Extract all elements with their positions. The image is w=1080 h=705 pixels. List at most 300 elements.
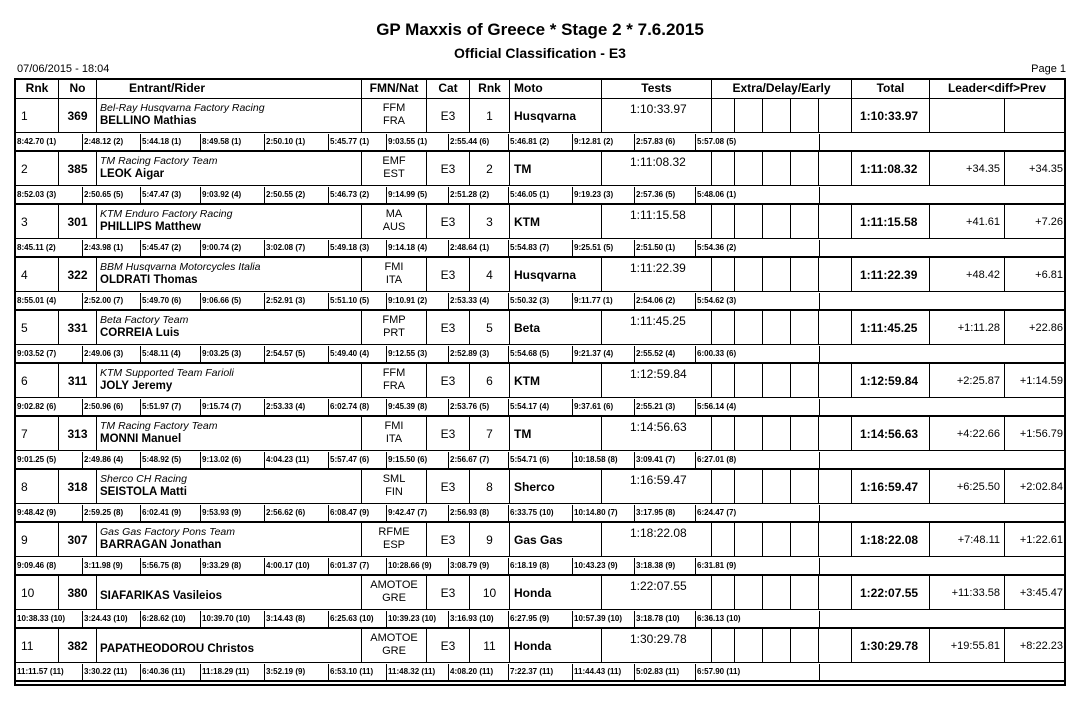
split-time: 9:12.81 (2) (572, 134, 634, 151)
entrant-cell (96, 152, 361, 186)
split-time: 3:18.38 (9) (634, 558, 695, 575)
header-moto: Moto (509, 80, 601, 99)
rider-name: PAPATHEODOROU Christos (100, 643, 254, 655)
split-time: 9:25.51 (5) (572, 240, 634, 257)
split-time: 6:01.37 (7) (328, 558, 386, 575)
extra-subcell (762, 258, 763, 292)
team-name: Sherco CH Racing (100, 473, 187, 485)
entrant-cell (96, 629, 361, 663)
category-cell: E3 (426, 576, 469, 610)
moto-cell: KTM (509, 364, 601, 398)
leader-diff: +48.42 (929, 258, 1004, 292)
split-time: 5:46.81 (2) (508, 134, 572, 151)
split-time: 6:02.74 (8) (328, 399, 386, 416)
split-times-row (16, 557, 1064, 576)
split-time: 2:52.89 (3) (448, 346, 508, 363)
class-rank-cell: 1 (469, 99, 509, 133)
nationality: PRT (383, 327, 405, 339)
split-time: 6:24.47 (7) (695, 505, 757, 522)
team-name: Beta Factory Team (100, 314, 189, 326)
extra-delay-cell (711, 311, 851, 345)
extra-subcell (734, 258, 735, 292)
nationality: FRA (383, 380, 405, 392)
leader-diff: +6:25.50 (929, 470, 1004, 504)
rider-name: SIAFARIKAS Vasileios (100, 590, 223, 602)
fmn-nat-cell (361, 523, 426, 557)
split-time: 7:22.37 (11) (508, 664, 572, 681)
split-times-row (16, 663, 1064, 682)
split-time: 5:02.83 (11) (634, 664, 695, 681)
split-time: 10:39.23 (10) (386, 611, 448, 628)
class-rank-cell: 4 (469, 258, 509, 292)
extra-subcell (790, 417, 791, 451)
split-times-row (16, 610, 1064, 629)
tests-time: 1:11:15.58 (601, 205, 711, 239)
extra-subcell (762, 311, 763, 345)
split-time: 2:56.62 (6) (264, 505, 328, 522)
split-time: 9:11.77 (1) (572, 293, 634, 310)
split-end-rule (819, 664, 820, 681)
table-row (16, 152, 1064, 186)
classification-table (14, 78, 1066, 686)
team-name: Gas Gas Factory Pons Team (100, 526, 235, 538)
extra-delay-cell (711, 470, 851, 504)
split-time: 11:44.43 (11) (572, 664, 634, 681)
extra-subcell (734, 311, 735, 345)
split-time: 2:55.21 (3) (634, 399, 695, 416)
header-no: No (58, 80, 96, 99)
extra-subcell (818, 576, 819, 610)
rank-cell: 7 (21, 427, 28, 441)
total-time: 1:11:22.39 (851, 258, 929, 292)
header-cat: Cat (426, 80, 469, 99)
extra-subcell (762, 417, 763, 451)
extra-subcell (734, 364, 735, 398)
split-time: 9:09.46 (8) (17, 561, 57, 570)
total-time: 1:30:29.78 (851, 629, 929, 663)
extra-subcell (818, 258, 819, 292)
nationality: FRA (383, 115, 405, 127)
class-rank-cell: 6 (469, 364, 509, 398)
rank-cell: 10 (21, 586, 35, 600)
split-time: 5:45.47 (2) (140, 240, 200, 257)
fmn-code: RFME (378, 526, 410, 538)
extra-delay-cell (711, 99, 851, 133)
split-time: 6:27.01 (8) (695, 452, 757, 469)
leader-diff: +4:22.66 (929, 417, 1004, 451)
split-time: 3:18.78 (10) (634, 611, 695, 628)
class-rank-cell: 7 (469, 417, 509, 451)
split-time: 9:15.50 (6) (386, 452, 448, 469)
split-time: 10:39.70 (10) (200, 611, 264, 628)
split-times-row (16, 398, 1064, 417)
split-time: 5:47.47 (3) (140, 187, 200, 204)
table-row (16, 99, 1064, 133)
split-time: 6:27.95 (9) (508, 611, 572, 628)
split-time: 8:42.70 (1) (17, 137, 57, 146)
rider-name: LEOK Aigar (100, 168, 165, 180)
bib-number: 369 (58, 99, 96, 133)
split-time: 6:33.75 (10) (508, 505, 572, 522)
extra-subcell (790, 205, 791, 239)
nationality: FIN (385, 486, 403, 498)
split-time: 2:50.96 (6) (82, 399, 140, 416)
extra-delay-cell (711, 629, 851, 663)
rank-cell: 4 (21, 268, 28, 282)
tests-time: 1:11:22.39 (601, 258, 711, 292)
extra-subcell (818, 152, 819, 186)
split-time: 5:48.92 (5) (140, 452, 200, 469)
split-end-rule (819, 452, 820, 469)
prev-diff: +3:45.47 (1004, 576, 1064, 610)
split-time: 6:02.41 (9) (140, 505, 200, 522)
rider-name: CORREIA Luis (100, 327, 180, 339)
extra-subcell (734, 523, 735, 557)
extra-subcell (790, 629, 791, 663)
total-time: 1:11:45.25 (851, 311, 929, 345)
split-time: 9:33.29 (8) (200, 558, 264, 575)
entrant-cell (96, 99, 361, 133)
fmn-code: FMP (382, 314, 406, 326)
leader-diff: +1:11.28 (929, 311, 1004, 345)
entrant-cell (96, 417, 361, 451)
split-time: 2:52.91 (3) (264, 293, 328, 310)
split-time: 6:31.81 (9) (695, 558, 757, 575)
leader-diff: +7:48.11 (929, 523, 1004, 557)
split-time: 5:48.06 (1) (695, 187, 757, 204)
split-time: 5:57.08 (5) (695, 134, 757, 151)
tests-time: 1:11:08.32 (601, 152, 711, 186)
extra-subcell (734, 152, 735, 186)
total-time: 1:14:56.63 (851, 417, 929, 451)
leader-diff: +11:33.58 (929, 576, 1004, 610)
split-time: 2:52.00 (7) (82, 293, 140, 310)
extra-subcell (734, 205, 735, 239)
split-time: 2:54.06 (2) (634, 293, 695, 310)
extra-delay-cell (711, 258, 851, 292)
split-times-row (16, 451, 1064, 470)
moto-cell: TM (509, 417, 601, 451)
extra-delay-cell (711, 417, 851, 451)
bib-number: 318 (58, 470, 96, 504)
tests-time: 1:18:22.08 (601, 523, 711, 557)
split-time: 9:03.55 (1) (386, 134, 448, 151)
split-time: 5:50.32 (3) (508, 293, 572, 310)
split-time: 9:10.91 (2) (386, 293, 448, 310)
split-time: 10:28.66 (9) (386, 558, 448, 575)
class-rank-cell: 3 (469, 205, 509, 239)
split-end-rule (819, 293, 820, 310)
extra-delay-cell (711, 576, 851, 610)
split-time: 2:49.86 (4) (82, 452, 140, 469)
split-time: 9:02.82 (6) (17, 402, 57, 411)
table-row (16, 258, 1064, 292)
category-cell: E3 (426, 311, 469, 345)
team-name: KTM Enduro Factory Racing (100, 208, 233, 220)
leader-diff: +19:55.81 (929, 629, 1004, 663)
split-time: 6:00.33 (6) (695, 346, 757, 363)
nationality: ITA (385, 274, 403, 286)
split-time: 2:50.10 (1) (264, 134, 328, 151)
extra-subcell (790, 152, 791, 186)
extra-subcell (818, 99, 819, 133)
split-time: 10:14.80 (7) (572, 505, 634, 522)
split-time: 10:43.23 (9) (572, 558, 634, 575)
entrant-cell (96, 311, 361, 345)
tests-time: 1:22:07.55 (601, 576, 711, 610)
fmn-nat-cell (361, 576, 426, 610)
extra-subcell (762, 364, 763, 398)
split-time: 11:48.32 (11) (386, 664, 448, 681)
split-time: 5:44.18 (1) (140, 134, 200, 151)
fmn-code: FMI (384, 261, 404, 273)
rider-name: BARRAGAN Jonathan (100, 539, 222, 551)
split-time: 8:49.58 (1) (200, 134, 264, 151)
extra-subcell (790, 523, 791, 557)
team-name: KTM Supported Team Farioli (100, 367, 234, 379)
split-time: 5:57.47 (6) (328, 452, 386, 469)
team-name: TM Racing Factory Team (100, 155, 218, 167)
split-end-rule (819, 558, 820, 575)
bib-number: 385 (58, 152, 96, 186)
bib-number: 322 (58, 258, 96, 292)
tests-time: 1:10:33.97 (601, 99, 711, 133)
split-time: 5:54.83 (7) (508, 240, 572, 257)
split-time: 9:37.61 (6) (572, 399, 634, 416)
prev-diff: +1:56.79 (1004, 417, 1064, 451)
fmn-nat-cell (361, 152, 426, 186)
extra-subcell (818, 523, 819, 557)
split-time: 9:03.92 (4) (200, 187, 264, 204)
fmn-nat-cell (361, 258, 426, 292)
table-row (16, 629, 1064, 663)
split-time: 5:45.77 (1) (328, 134, 386, 151)
table-header-row (16, 80, 1064, 99)
rider-name: JOLY Jeremy (100, 380, 173, 392)
split-time: 5:56.75 (8) (140, 558, 200, 575)
split-end-rule (819, 240, 820, 257)
split-time: 5:54.17 (4) (508, 399, 572, 416)
page-title: GP Maxxis of Greece * Stage 2 * 7.6.2015 (376, 20, 704, 39)
split-time: 9:13.02 (6) (200, 452, 264, 469)
category-cell: E3 (426, 629, 469, 663)
page-number: Page 1 (1031, 63, 1066, 75)
split-time: 10:18.58 (8) (572, 452, 634, 469)
extra-subcell (762, 523, 763, 557)
header-total: Total (851, 80, 929, 99)
split-time: 5:49.40 (4) (328, 346, 386, 363)
extra-subcell (790, 258, 791, 292)
moto-cell: Honda (509, 576, 601, 610)
extra-subcell (762, 470, 763, 504)
prev-diff: +6.81 (1004, 258, 1064, 292)
split-time: 9:06.66 (5) (200, 293, 264, 310)
nationality: AUS (382, 221, 406, 233)
category-cell: E3 (426, 152, 469, 186)
class-rank-cell: 11 (469, 629, 509, 663)
fmn-nat-cell (361, 99, 426, 133)
extra-subcell (818, 417, 819, 451)
split-time: 6:25.63 (10) (328, 611, 386, 628)
total-time: 1:10:33.97 (851, 99, 929, 133)
tests-time: 1:12:59.84 (601, 364, 711, 398)
moto-cell: Sherco (509, 470, 601, 504)
extra-subcell (734, 99, 735, 133)
leader-diff (929, 99, 1004, 133)
split-time: 8:55.01 (4) (17, 296, 57, 305)
rank-cell: 2 (21, 162, 28, 176)
category-cell: E3 (426, 205, 469, 239)
split-time: 3:16.93 (10) (448, 611, 508, 628)
category-cell: E3 (426, 470, 469, 504)
split-time: 2:55.44 (6) (448, 134, 508, 151)
rank-cell: 11 (21, 639, 34, 653)
category-cell: E3 (426, 99, 469, 133)
split-end-rule (819, 187, 820, 204)
moto-cell: KTM (509, 205, 601, 239)
table-row (16, 523, 1064, 557)
header-tests: Tests (601, 80, 711, 99)
split-time: 2:56.67 (7) (448, 452, 508, 469)
table-row (16, 470, 1064, 504)
split-times-row (16, 186, 1064, 205)
split-time: 6:40.36 (11) (140, 664, 200, 681)
nationality: EST (383, 168, 405, 180)
extra-subcell (762, 576, 763, 610)
extra-subcell (790, 364, 791, 398)
split-time: 6:08.47 (9) (328, 505, 386, 522)
category-cell: E3 (426, 364, 469, 398)
fmn-nat-cell (361, 205, 426, 239)
split-time: 3:24.43 (10) (82, 611, 140, 628)
split-end-rule (819, 505, 820, 522)
extra-subcell (762, 152, 763, 186)
extra-delay-cell (711, 152, 851, 186)
prev-diff: +34.35 (1004, 152, 1064, 186)
extra-subcell (818, 205, 819, 239)
extra-subcell (790, 470, 791, 504)
split-time: 9:14.99 (5) (386, 187, 448, 204)
moto-cell: Husqvarna (509, 99, 601, 133)
split-time: 3:14.43 (8) (264, 611, 328, 628)
fmn-code: FFM (382, 102, 406, 114)
rank-cell: 6 (21, 374, 28, 388)
extra-subcell (818, 311, 819, 345)
leader-diff: +2:25.87 (929, 364, 1004, 398)
prev-diff: +2:02.84 (1004, 470, 1064, 504)
split-times-row (16, 345, 1064, 364)
split-time: 2:50.55 (2) (264, 187, 328, 204)
rank-cell: 9 (21, 533, 28, 547)
header-class-rnk: Rnk (469, 80, 509, 99)
header-diff: Leader<diff>Prev (929, 80, 1064, 99)
rider-name: MONNI Manuel (100, 433, 182, 445)
rank-cell: 5 (21, 321, 28, 335)
split-time: 2:53.33 (4) (264, 399, 328, 416)
split-times-row (16, 504, 1064, 523)
prev-diff: +1:14.59 (1004, 364, 1064, 398)
fmn-code: FMI (384, 420, 404, 432)
split-times-row (16, 133, 1064, 152)
bib-number: 313 (58, 417, 96, 451)
extra-subcell (762, 99, 763, 133)
table-row (16, 576, 1064, 610)
extra-subcell (790, 99, 791, 133)
split-time: 2:55.52 (4) (634, 346, 695, 363)
split-time: 2:53.76 (5) (448, 399, 508, 416)
split-time: 2:57.83 (6) (634, 134, 695, 151)
bib-number: 331 (58, 311, 96, 345)
split-time: 2:51.28 (2) (448, 187, 508, 204)
extra-subcell (790, 311, 791, 345)
tests-time: 1:30:29.78 (601, 629, 711, 663)
split-time: 5:49.70 (6) (140, 293, 200, 310)
tests-time: 1:11:45.25 (601, 311, 711, 345)
class-rank-cell: 10 (469, 576, 509, 610)
extra-delay-cell (711, 364, 851, 398)
total-time: 1:16:59.47 (851, 470, 929, 504)
fmn-code: EMF (382, 155, 406, 167)
split-time: 5:46.05 (1) (508, 187, 572, 204)
split-time: 4:00.17 (10) (264, 558, 328, 575)
split-time: 9:03.25 (3) (200, 346, 264, 363)
split-time: 9:45.39 (8) (386, 399, 448, 416)
fmn-code: MA (385, 208, 403, 220)
nationality: ITA (385, 433, 403, 445)
entrant-cell (96, 470, 361, 504)
rank-cell: 3 (21, 215, 28, 229)
header-fmn: FMN/Nat (361, 80, 426, 99)
nationality: GRE (382, 592, 406, 604)
extra-delay-cell (711, 523, 851, 557)
total-time: 1:12:59.84 (851, 364, 929, 398)
extra-subcell (762, 205, 763, 239)
split-time: 5:54.71 (6) (508, 452, 572, 469)
split-time: 10:38.33 (10) (17, 614, 66, 623)
split-time: 5:49.18 (3) (328, 240, 386, 257)
split-time: 2:43.98 (1) (82, 240, 140, 257)
split-time: 9:00.74 (2) (200, 240, 264, 257)
entrant-cell (96, 523, 361, 557)
split-time: 5:46.73 (2) (328, 187, 386, 204)
split-time: 9:21.37 (4) (572, 346, 634, 363)
split-time: 2:56.93 (8) (448, 505, 508, 522)
fmn-nat-cell (361, 470, 426, 504)
table-row (16, 364, 1064, 398)
split-time: 3:52.19 (9) (264, 664, 328, 681)
leader-diff: +34.35 (929, 152, 1004, 186)
moto-cell: TM (509, 152, 601, 186)
nationality: ESP (382, 539, 405, 551)
split-time: 6:36.13 (10) (695, 611, 757, 628)
page-subtitle: Official Classification - E3 (454, 45, 626, 61)
split-time: 8:45.11 (2) (17, 243, 56, 252)
split-time: 6:53.10 (11) (328, 664, 386, 681)
class-rank-cell: 9 (469, 523, 509, 557)
split-time: 4:08.20 (11) (448, 664, 508, 681)
team-name: TM Racing Factory Team (100, 420, 218, 432)
category-cell: E3 (426, 417, 469, 451)
fmn-code: SML (382, 473, 406, 485)
nationality: GRE (382, 645, 406, 657)
split-time: 9:15.74 (7) (200, 399, 264, 416)
split-time: 8:52.03 (3) (17, 190, 57, 199)
category-cell: E3 (426, 258, 469, 292)
tests-time: 1:14:56.63 (601, 417, 711, 451)
split-time: 9:53.93 (9) (200, 505, 264, 522)
fmn-nat-cell (361, 629, 426, 663)
split-time: 11:11.57 (11) (17, 667, 64, 676)
